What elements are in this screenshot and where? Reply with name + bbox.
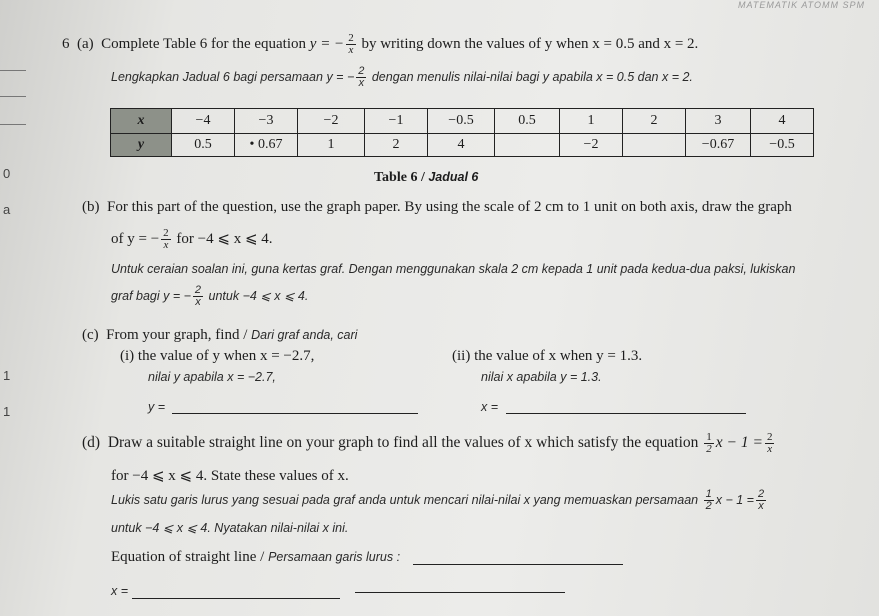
header-watermark: MATEMATIK ATOMM SPM xyxy=(738,0,865,10)
q6c-intro: (c) From your graph, find / Dari graf anda, cari xyxy=(82,327,358,343)
answer-line[interactable] xyxy=(172,413,418,414)
q6a-text-post: by writing down the values of y when x = 0.5 and x = 2. xyxy=(361,35,699,52)
table-cell: −4 xyxy=(172,109,235,134)
fraction: $\frac{2}{x}$ xyxy=(358,65,365,89)
table-header-x: x xyxy=(111,109,172,134)
part-label: (d) xyxy=(82,434,101,452)
q6d-x-answer-label: x = xyxy=(111,584,129,598)
table-cell: 0.5 xyxy=(495,109,560,134)
q6d-malay-2: untuk −4 ⩽ x ⩽ 4. Nyatakan nilai-nilai x ini. xyxy=(111,521,349,535)
part-label: (b) xyxy=(82,199,100,215)
question-number: 6 xyxy=(62,35,70,52)
q6d-english-1: (d) Draw a suitable straight line on your graph to find all the values of x which satisfy the equation $\frac{1}{2}$ x − 1 = $\frac{2}{x}$ xyxy=(82,431,773,455)
table-header-y: y xyxy=(111,134,172,157)
q6b-malay-1: Untuk ceraian soalan ini, guna kertas graf. Dengan menggunakan skala 2 cm kepada 1 unit pada kedua-dua paksi, lukiskan xyxy=(111,262,796,276)
margin-mark: 1 xyxy=(3,404,11,419)
q6b-english-1: (b) For this part of the question, use the graph paper. By using the scale of 2 cm to 1 unit on both axis, draw the graph xyxy=(82,199,792,215)
table-row-x xyxy=(111,109,814,134)
part-label: (a) xyxy=(77,35,94,52)
table-6 xyxy=(110,108,814,157)
table-cell: −2 xyxy=(560,134,623,157)
margin-line xyxy=(0,124,26,125)
table-cell: 2 xyxy=(623,109,686,134)
table-cell: 1 xyxy=(560,109,623,134)
table-cell: −0.5 xyxy=(428,109,495,134)
answer-line[interactable] xyxy=(132,598,340,599)
answer-line[interactable] xyxy=(355,592,565,593)
table-cell: −0.5 xyxy=(751,134,814,157)
table-cell: −1 xyxy=(365,109,428,134)
fraction: $\frac{1}{2}$ xyxy=(706,431,712,455)
q6c-i-english: (i) the value of y when x = −2.7, xyxy=(120,348,315,364)
margin-mark: 0 xyxy=(3,166,11,181)
table-cell: 4 xyxy=(428,134,495,157)
q6d-line-prompt: Equation of straight line / Persamaan garis lurus : xyxy=(111,549,401,565)
table-cell: −0.67 xyxy=(686,134,751,157)
q6a-malay: Lengkapkan Jadual 6 bagi persamaan y = − $\frac{2}{x}$ dengan menulis nilai-nilai bagi y apabila x = 0.5 dan x = 2. xyxy=(111,65,693,89)
margin-mark: a xyxy=(3,202,11,217)
q6c-ii-answer-label: x = xyxy=(481,400,499,414)
margin-line xyxy=(0,96,26,97)
table-cell: 0.5 xyxy=(172,134,235,157)
equation-lhs: y = − xyxy=(309,35,345,52)
q6a-english xyxy=(62,33,698,56)
table-cell: 1 xyxy=(298,134,365,157)
table-cell-blank[interactable] xyxy=(495,134,560,157)
table-cell: • 0.67 xyxy=(235,134,298,157)
table-caption: Table 6 / Jadual 6 xyxy=(374,170,479,185)
q6d-english-2: for −4 ⩽ x ⩽ 4. State these values of x. xyxy=(111,468,349,484)
q6a-text-pre: Complete Table 6 for the equation xyxy=(101,35,307,52)
table-cell: 3 xyxy=(686,109,751,134)
q6c-ii-english: (ii) the value of x when y = 1.3. xyxy=(452,348,643,364)
answer-line[interactable] xyxy=(506,413,746,414)
margin-mark: 1 xyxy=(3,368,11,383)
q6c-ii-malay: nilai x apabila y = 1.3. xyxy=(481,370,602,384)
margin-line xyxy=(0,70,26,71)
fraction: $\frac{2}{x}$ xyxy=(194,284,202,308)
q6b-malay-2: graf bagi y = − $\frac{2}{x}$ untuk −4 ⩽ x ⩽ 4. xyxy=(111,284,309,308)
table-cell-blank[interactable] xyxy=(623,134,686,157)
fraction: $\frac{2}{x}$ xyxy=(766,431,773,455)
table-cell: −3 xyxy=(235,109,298,134)
fraction: $\frac{2}{x}$ xyxy=(757,488,765,512)
q6d-malay-1: Lukis satu garis lurus yang sesuai pada graf anda untuk mencari nilai-nilai x yang memuaskan persamaan $\frac{1}{2}$ x − 1 = $\frac{2}{x}$ xyxy=(111,488,765,512)
q6c-i-answer-label: y = xyxy=(148,400,166,414)
part-label: (c) xyxy=(82,327,99,343)
table-cell: 2 xyxy=(365,134,428,157)
table-cell: 4 xyxy=(751,109,814,134)
fraction: $\frac{2}{x}$ xyxy=(348,32,354,56)
q6b-english-2: of y = − $\frac{2}{x}$ for −4 ⩽ x ⩽ 4. xyxy=(111,227,273,251)
fraction: $\frac{1}{2}$ xyxy=(705,488,712,512)
answer-line[interactable] xyxy=(413,564,623,565)
fraction: $\frac{2}{x}$ xyxy=(163,227,169,251)
table-cell: −2 xyxy=(298,109,365,134)
q6c-i-malay: nilai y apabila x = −2.7, xyxy=(148,370,276,384)
table-row-y xyxy=(111,134,814,157)
